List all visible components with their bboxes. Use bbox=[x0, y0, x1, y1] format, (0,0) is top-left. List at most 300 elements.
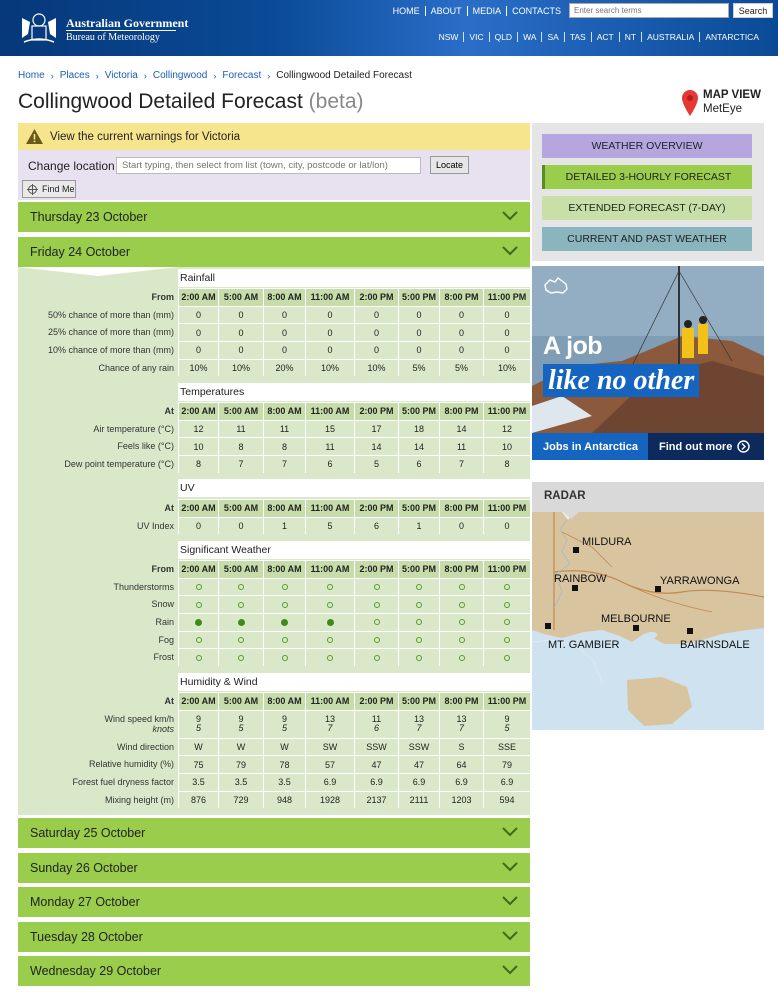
row-label: 25% chance of more than (mm) bbox=[47, 327, 174, 338]
detailed-forecast-button[interactable]: DETAILED 3-HOURLY FORECAST bbox=[542, 165, 752, 189]
cell: 8:00 PM bbox=[439, 499, 483, 517]
cell: 5:00 AM bbox=[218, 288, 263, 306]
place-mildura: MILDURA bbox=[582, 536, 632, 548]
day-header-tuesday[interactable] bbox=[18, 922, 530, 952]
day-label: Tuesday 28 October bbox=[30, 930, 143, 944]
cell: 11:00 PM bbox=[483, 560, 530, 578]
empty-circle-icon bbox=[504, 602, 510, 608]
day-label: Wednesday 29 October bbox=[30, 964, 162, 978]
current-past-weather-button[interactable]: CURRENT AND PAST WEATHER bbox=[542, 227, 752, 251]
breadcrumb bbox=[18, 70, 412, 81]
empty-circle-icon bbox=[459, 584, 465, 590]
cell bbox=[354, 613, 398, 631]
state-nsw[interactable]: NSW bbox=[438, 32, 459, 42]
state-wa[interactable]: WA bbox=[517, 32, 541, 42]
warnings-text: View the current warnings for Victoria bbox=[50, 130, 241, 143]
empty-circle-icon bbox=[374, 602, 380, 608]
cell: 2:00 AM bbox=[178, 560, 218, 578]
find-me-button[interactable] bbox=[22, 180, 76, 198]
row-label: At bbox=[164, 695, 174, 706]
cell bbox=[218, 631, 263, 649]
cell: W bbox=[178, 738, 218, 756]
empty-circle-icon bbox=[238, 602, 244, 608]
wind-knots: 6 bbox=[373, 723, 379, 734]
cell bbox=[305, 648, 354, 666]
cell: 6 bbox=[354, 517, 398, 535]
logo-line1: Australian Government bbox=[66, 16, 189, 30]
data-row bbox=[18, 613, 530, 631]
data-row bbox=[18, 437, 530, 455]
cell: 2:00 PM bbox=[354, 560, 398, 578]
cell: 11:00 AM bbox=[305, 499, 354, 517]
cell bbox=[178, 595, 218, 613]
cell: 2:00 PM bbox=[354, 692, 398, 710]
row-label: Frost bbox=[153, 652, 174, 663]
nav-home[interactable]: HOME bbox=[392, 6, 420, 16]
antarctica-jobs-ad[interactable] bbox=[532, 266, 764, 460]
cell: 47 bbox=[398, 755, 439, 773]
cell bbox=[305, 613, 354, 631]
cell: 2137 bbox=[354, 791, 398, 809]
nav-about[interactable]: ABOUT bbox=[425, 6, 467, 16]
cell bbox=[218, 595, 263, 613]
cell bbox=[178, 578, 218, 596]
cell bbox=[483, 578, 530, 596]
filled-circle-icon bbox=[327, 619, 334, 626]
cell: 8 bbox=[218, 437, 263, 455]
empty-circle-icon bbox=[459, 655, 465, 661]
cell: 11:00 AM bbox=[305, 560, 354, 578]
wind-speed-kmh-label: Wind speed km/h bbox=[104, 713, 174, 724]
empty-circle-icon bbox=[238, 655, 244, 661]
cell: 8 bbox=[263, 437, 305, 455]
cell: 0 bbox=[398, 306, 439, 324]
cell: 6.9 bbox=[439, 773, 483, 791]
wind-knots: 7 bbox=[416, 723, 422, 734]
cell bbox=[439, 710, 483, 738]
row-label: From bbox=[151, 563, 174, 574]
wind-knots: 5 bbox=[504, 723, 510, 734]
ad-find-out-label: Find out more bbox=[659, 440, 733, 453]
cell: 3.5 bbox=[263, 773, 305, 791]
place-rainbow: RAINBOW bbox=[554, 573, 607, 585]
chevron-right-icon: › bbox=[143, 70, 147, 81]
cell bbox=[354, 578, 398, 596]
cell bbox=[218, 613, 263, 631]
cell: 10 bbox=[178, 437, 218, 455]
state-sa[interactable]: SA bbox=[541, 32, 563, 42]
cell bbox=[354, 710, 398, 738]
row-label: At bbox=[164, 502, 174, 513]
cell: 8:00 PM bbox=[439, 402, 483, 420]
cell: 0 bbox=[305, 323, 354, 341]
empty-circle-icon bbox=[416, 637, 422, 643]
ad-jobs-link[interactable]: Jobs in Antarctica bbox=[532, 433, 648, 460]
state-qld[interactable]: QLD bbox=[489, 32, 517, 42]
day-label: Monday 27 October bbox=[30, 895, 140, 909]
cell bbox=[263, 613, 305, 631]
coat-of-arms-icon bbox=[16, 8, 62, 46]
cell bbox=[439, 595, 483, 613]
day-header-monday[interactable] bbox=[18, 887, 530, 917]
uv-table bbox=[18, 499, 530, 534]
cell: 0 bbox=[354, 323, 398, 341]
empty-circle-icon bbox=[374, 584, 380, 590]
day-header-sunday[interactable] bbox=[18, 853, 530, 883]
empty-circle-icon bbox=[282, 637, 288, 643]
cell: 6.9 bbox=[398, 773, 439, 791]
data-row bbox=[18, 631, 530, 649]
empty-circle-icon bbox=[327, 655, 333, 661]
cell: 0 bbox=[178, 341, 218, 359]
location-input[interactable] bbox=[116, 157, 421, 174]
cell: 0 bbox=[439, 517, 483, 535]
data-row bbox=[18, 791, 530, 809]
cell: 15 bbox=[305, 420, 354, 438]
empty-circle-icon bbox=[238, 584, 244, 590]
empty-circle-icon bbox=[459, 619, 465, 625]
data-row bbox=[18, 773, 530, 791]
row-label: Air temperature (°C) bbox=[93, 423, 174, 434]
cell bbox=[439, 648, 483, 666]
cell: 0 bbox=[439, 341, 483, 359]
cell: 3.5 bbox=[178, 773, 218, 791]
cell: 8:00 PM bbox=[439, 560, 483, 578]
search-input[interactable] bbox=[569, 3, 729, 18]
wind-kmh: 9 bbox=[238, 713, 244, 724]
crumb-places[interactable]: Places bbox=[59, 70, 90, 81]
cell bbox=[263, 578, 305, 596]
weather-table bbox=[18, 560, 530, 666]
day-label: Friday 24 October bbox=[30, 245, 131, 259]
wind-knots: 7 bbox=[458, 723, 464, 734]
cell: 6 bbox=[398, 455, 439, 473]
section-rainfall-title: Rainfall bbox=[178, 269, 530, 287]
cell: 78 bbox=[263, 755, 305, 773]
data-row bbox=[18, 755, 530, 773]
row-label: Wind direction bbox=[116, 741, 174, 752]
cell: 2:00 AM bbox=[178, 402, 218, 420]
section-uv-title: UV bbox=[178, 479, 530, 497]
meteye-label: MetEye bbox=[703, 103, 742, 115]
cell: 8 bbox=[178, 455, 218, 473]
cell: SW bbox=[305, 738, 354, 756]
cell bbox=[398, 648, 439, 666]
cell: 0 bbox=[483, 341, 530, 359]
day-header-saturday[interactable] bbox=[18, 818, 530, 848]
empty-circle-icon bbox=[416, 584, 422, 590]
cell: 0 bbox=[305, 306, 354, 324]
empty-circle-icon bbox=[416, 655, 422, 661]
empty-circle-icon bbox=[238, 637, 244, 643]
cell bbox=[354, 631, 398, 649]
cell bbox=[178, 710, 218, 738]
cell bbox=[218, 710, 263, 738]
cell: 8:00 AM bbox=[263, 692, 305, 710]
locate-button[interactable]: Locate bbox=[430, 156, 469, 174]
place-melbourne: MELBOURNE bbox=[601, 613, 671, 625]
cell: 8:00 AM bbox=[263, 499, 305, 517]
arrow-circle-icon bbox=[737, 440, 750, 453]
cell: 11 bbox=[439, 437, 483, 455]
cell: 79 bbox=[218, 755, 263, 773]
cell: 14 bbox=[354, 437, 398, 455]
crumb-collingwood[interactable]: Collingwood bbox=[152, 70, 208, 81]
cell bbox=[305, 631, 354, 649]
data-row bbox=[18, 595, 530, 613]
cell: 729 bbox=[218, 791, 263, 809]
cell: 5:00 AM bbox=[218, 402, 263, 420]
row-label: Fog bbox=[158, 634, 174, 645]
state-australia[interactable]: AUSTRALIA bbox=[641, 32, 699, 42]
cell: 0 bbox=[483, 306, 530, 324]
empty-circle-icon bbox=[282, 602, 288, 608]
cell: 6.9 bbox=[354, 773, 398, 791]
cell: 948 bbox=[263, 791, 305, 809]
cell: 1928 bbox=[305, 791, 354, 809]
empty-circle-icon bbox=[374, 637, 380, 643]
empty-circle-icon bbox=[196, 602, 202, 608]
nav-media[interactable]: MEDIA bbox=[467, 6, 507, 16]
state-nav bbox=[434, 32, 764, 42]
filled-circle-icon bbox=[238, 619, 245, 626]
data-row bbox=[18, 455, 530, 473]
cell bbox=[439, 578, 483, 596]
wind-speed-row bbox=[18, 710, 530, 738]
cell: 57 bbox=[305, 755, 354, 773]
filled-circle-icon bbox=[195, 619, 202, 626]
cell: 12 bbox=[178, 420, 218, 438]
cell: 3.5 bbox=[218, 773, 263, 791]
cell: 11:00 AM bbox=[305, 288, 354, 306]
cell bbox=[263, 595, 305, 613]
chevron-right-icon: › bbox=[50, 70, 54, 81]
cell: 0 bbox=[218, 341, 263, 359]
cell: 2111 bbox=[398, 791, 439, 809]
page-title bbox=[18, 90, 364, 114]
cell: SSE bbox=[483, 738, 530, 756]
chevron-right-icon: › bbox=[267, 70, 271, 81]
page-title-beta: (beta) bbox=[308, 90, 364, 113]
cell: 5:00 PM bbox=[398, 402, 439, 420]
row-label: Forest fuel dryness factor bbox=[72, 776, 174, 787]
map-pin-icon bbox=[682, 90, 698, 116]
empty-circle-icon bbox=[196, 655, 202, 661]
day-header-wednesday[interactable] bbox=[18, 956, 530, 986]
cell: 5:00 PM bbox=[398, 692, 439, 710]
page-title-main: Collingwood Detailed Forecast bbox=[18, 90, 303, 113]
cell: 594 bbox=[483, 791, 530, 809]
state-nt[interactable]: NT bbox=[619, 32, 641, 42]
day-label: Sunday 26 October bbox=[30, 861, 138, 875]
data-row bbox=[18, 306, 530, 324]
top-nav bbox=[388, 6, 566, 16]
cell bbox=[218, 648, 263, 666]
empty-circle-icon bbox=[282, 655, 288, 661]
cell: 6.9 bbox=[305, 773, 354, 791]
cell: 0 bbox=[178, 306, 218, 324]
cell: 11 bbox=[263, 420, 305, 438]
row-label: Snow bbox=[151, 599, 174, 610]
cell: 0 bbox=[263, 341, 305, 359]
wind-kmh: 13 bbox=[413, 713, 424, 724]
cell bbox=[354, 648, 398, 666]
cell: 0 bbox=[218, 517, 263, 535]
cell: 0 bbox=[218, 323, 263, 341]
crumb-victoria[interactable]: Victoria bbox=[104, 70, 138, 81]
ad-find-out-more[interactable] bbox=[648, 433, 764, 460]
cell: 11:00 PM bbox=[483, 402, 530, 420]
change-location-panel bbox=[18, 150, 530, 200]
cell: W bbox=[263, 738, 305, 756]
empty-circle-icon bbox=[504, 637, 510, 643]
time-header-row bbox=[18, 692, 530, 710]
cell: 6.9 bbox=[483, 773, 530, 791]
cell bbox=[398, 631, 439, 649]
row-label: Relative humidity (%) bbox=[88, 759, 174, 770]
cell: 10% bbox=[354, 359, 398, 377]
warnings-banner[interactable] bbox=[18, 123, 530, 150]
cell: 11:00 PM bbox=[483, 288, 530, 306]
radar-map[interactable] bbox=[532, 512, 764, 730]
place-yarrawonga: YARRAWONGA bbox=[660, 575, 740, 587]
time-header-row bbox=[18, 402, 530, 420]
chevron-down-icon bbox=[502, 896, 518, 906]
cell: 20% bbox=[263, 359, 305, 377]
empty-circle-icon bbox=[504, 655, 510, 661]
cell: 10% bbox=[218, 359, 263, 377]
cell: W bbox=[218, 738, 263, 756]
crumb-home[interactable]: Home bbox=[18, 70, 45, 81]
data-row bbox=[18, 420, 530, 438]
cell bbox=[305, 578, 354, 596]
data-row bbox=[18, 578, 530, 596]
time-header-row bbox=[18, 560, 530, 578]
crosshair-icon bbox=[27, 184, 38, 195]
cell: 0 bbox=[354, 306, 398, 324]
cell bbox=[305, 595, 354, 613]
crumb-forecast[interactable]: Forecast bbox=[222, 70, 262, 81]
chevron-right-icon: › bbox=[213, 70, 217, 81]
state-vic[interactable]: VIC bbox=[463, 32, 488, 42]
cell: 5:00 PM bbox=[398, 288, 439, 306]
cell bbox=[178, 648, 218, 666]
row-label: Rain bbox=[155, 616, 174, 627]
row-label: Feels like (°C) bbox=[117, 441, 174, 452]
state-tas[interactable]: TAS bbox=[564, 32, 591, 42]
cell: 8:00 PM bbox=[439, 288, 483, 306]
state-act[interactable]: ACT bbox=[591, 32, 619, 42]
empty-circle-icon bbox=[459, 637, 465, 643]
extended-forecast-button[interactable]: EXTENDED FORECAST (7-DAY) bbox=[542, 196, 752, 220]
empty-circle-icon bbox=[327, 602, 333, 608]
wind-kmh: 13 bbox=[456, 713, 467, 724]
cell: 8 bbox=[483, 455, 530, 473]
cell: 2:00 AM bbox=[178, 692, 218, 710]
wind-speed-knots-label: knots bbox=[152, 723, 174, 734]
day-header-thursday[interactable] bbox=[18, 202, 530, 232]
cell bbox=[263, 631, 305, 649]
cell: 47 bbox=[354, 755, 398, 773]
data-row bbox=[18, 323, 530, 341]
cell: 79 bbox=[483, 755, 530, 773]
cell: 10% bbox=[305, 359, 354, 377]
cell bbox=[398, 595, 439, 613]
cell: 11:00 PM bbox=[483, 692, 530, 710]
cell: 1 bbox=[263, 517, 305, 535]
cell: SSW bbox=[354, 738, 398, 756]
cell: 0 bbox=[354, 341, 398, 359]
cell: 11:00 AM bbox=[305, 692, 354, 710]
chevron-right-icon: › bbox=[95, 70, 99, 81]
empty-circle-icon bbox=[196, 637, 202, 643]
nav-contacts[interactable]: CONTACTS bbox=[506, 6, 566, 16]
chevron-down-icon bbox=[502, 862, 518, 872]
cell: 5:00 PM bbox=[398, 560, 439, 578]
place-bairnsdale: BAIRNSDALE bbox=[680, 639, 750, 651]
radar-title: RADAR bbox=[532, 482, 764, 512]
empty-circle-icon bbox=[327, 584, 333, 590]
cell: 11:00 PM bbox=[483, 499, 530, 517]
cell: 8:00 AM bbox=[263, 402, 305, 420]
empty-circle-icon bbox=[327, 637, 333, 643]
time-header-row bbox=[18, 499, 530, 517]
empty-circle-icon bbox=[459, 602, 465, 608]
crumb-current: Collingwood Detailed Forecast bbox=[276, 70, 412, 81]
cell bbox=[178, 613, 218, 631]
empty-circle-icon bbox=[282, 584, 288, 590]
cell bbox=[398, 613, 439, 631]
day-label: Saturday 25 October bbox=[30, 826, 146, 840]
row-label: Mixing height (m) bbox=[104, 794, 174, 805]
cell: 2:00 AM bbox=[178, 288, 218, 306]
map-view-link[interactable] bbox=[682, 88, 764, 120]
temperatures-table bbox=[18, 402, 530, 473]
empty-circle-icon bbox=[416, 602, 422, 608]
cell: 2:00 PM bbox=[354, 288, 398, 306]
cell: 11 bbox=[218, 420, 263, 438]
cell: 5 bbox=[354, 455, 398, 473]
cell bbox=[483, 595, 530, 613]
day-header-friday[interactable] bbox=[18, 237, 530, 267]
bom-logo[interactable] bbox=[16, 8, 189, 46]
cell bbox=[483, 710, 530, 738]
cell: 0 bbox=[305, 341, 354, 359]
cell bbox=[263, 648, 305, 666]
cell: 876 bbox=[178, 791, 218, 809]
state-antarctica[interactable]: ANTARCTICA bbox=[699, 32, 764, 42]
logo-divider bbox=[66, 30, 176, 31]
find-me-label: Find Me bbox=[42, 184, 75, 194]
row-label: 10% chance of more than (mm) bbox=[47, 344, 174, 355]
radar-panel[interactable] bbox=[532, 482, 764, 730]
cell: 0 bbox=[483, 517, 530, 535]
data-row bbox=[18, 517, 530, 535]
cell: 18 bbox=[398, 420, 439, 438]
row-label: 50% chance of more than (mm) bbox=[47, 309, 174, 320]
wind-knots: 5 bbox=[281, 723, 287, 734]
cell: 0 bbox=[439, 306, 483, 324]
cell: 0 bbox=[218, 306, 263, 324]
weather-overview-button[interactable]: WEATHER OVERVIEW bbox=[542, 134, 752, 158]
cell bbox=[398, 710, 439, 738]
cell: 8:00 AM bbox=[263, 288, 305, 306]
data-row bbox=[18, 648, 530, 666]
cell: 0 bbox=[439, 323, 483, 341]
search-button[interactable]: Search bbox=[733, 3, 773, 18]
cell: 7 bbox=[263, 455, 305, 473]
cell: 5:00 AM bbox=[218, 560, 263, 578]
